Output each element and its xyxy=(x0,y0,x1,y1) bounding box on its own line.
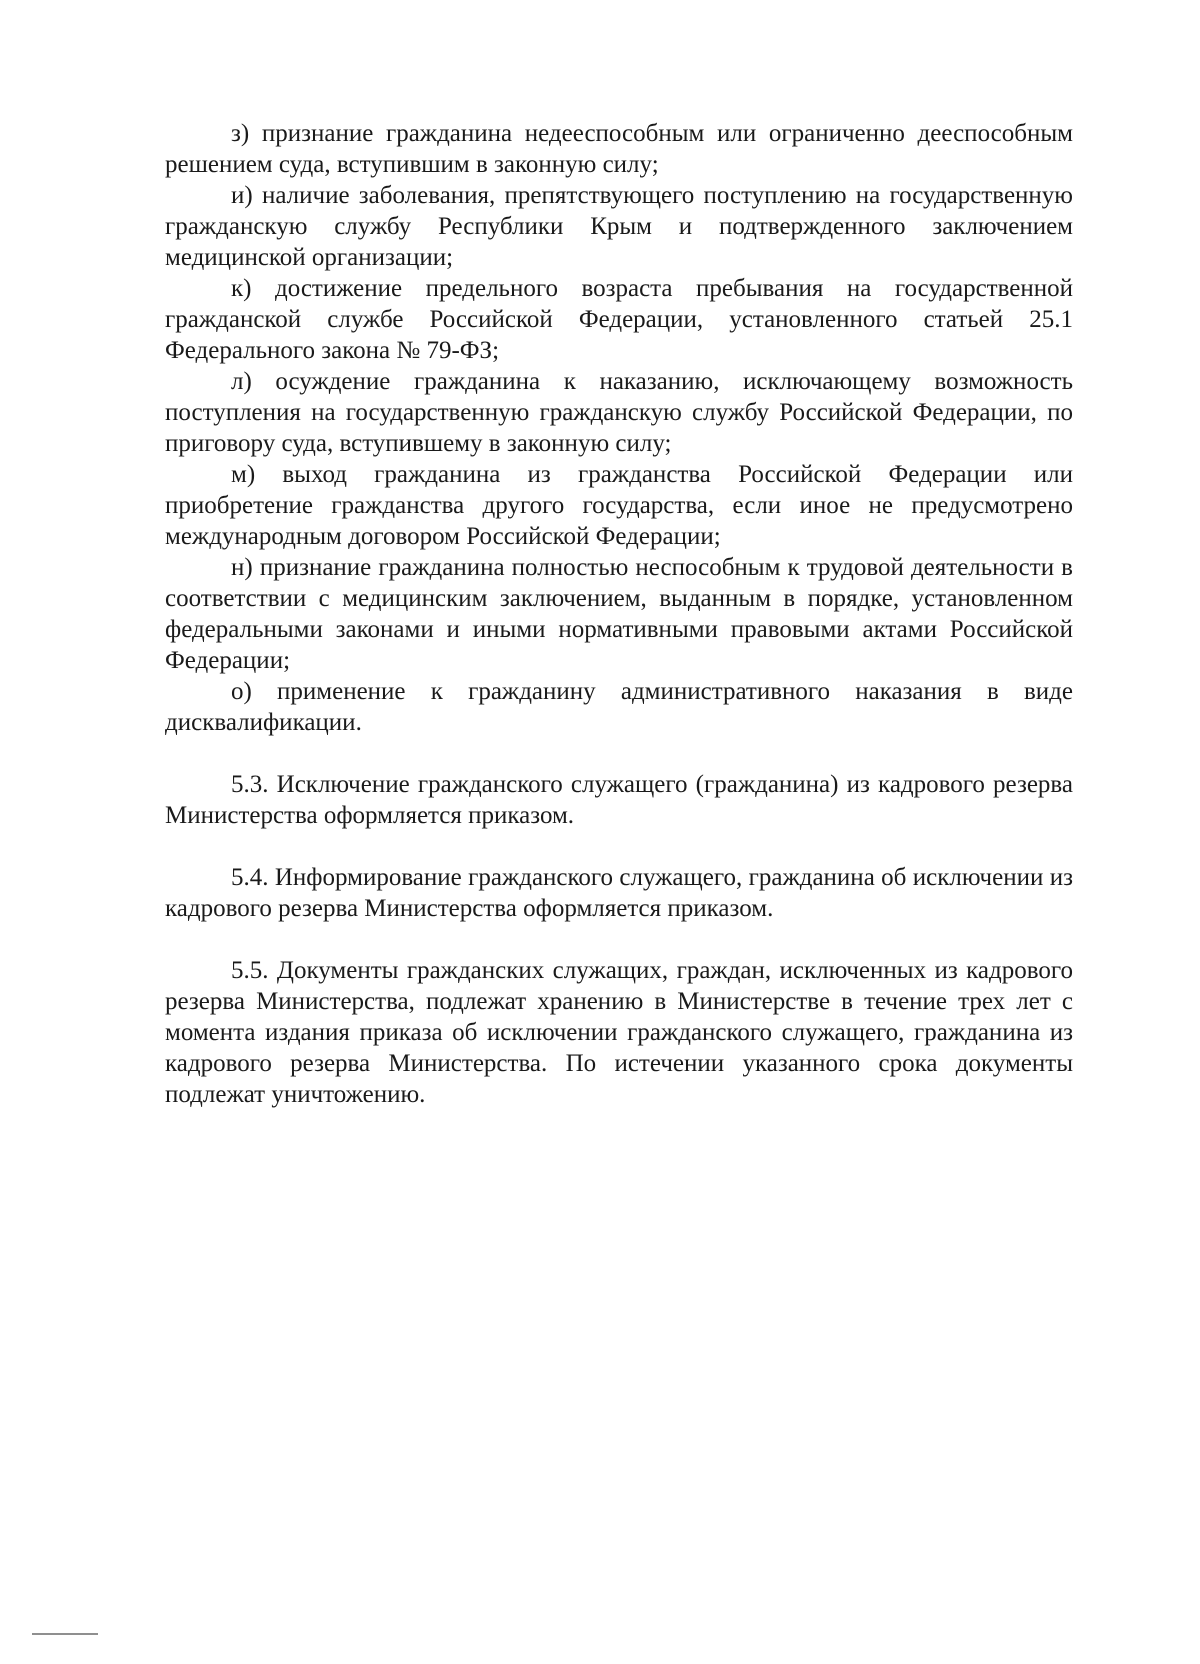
list-item-n: н) признание гражданина полностью неспособным к трудовой деятельности в соответствии с медицинским заключением, выданным в порядке, установленном федеральными законами и иными нормативными правовыми актами Российской Федерации; xyxy=(165,554,1073,674)
list-item-k: к) достижение предельного возраста пребывания на государственной гражданской службе Российской Федерации, установленного статьей 25.1 Федерального закона № 79-ФЗ; xyxy=(165,275,1073,364)
list-item-z: з) признание гражданина недееспособным или ограниченно дееспособным решением суда, вступившим в законную силу; xyxy=(165,120,1073,178)
section-5-5: 5.5. Документы гражданских служащих, граждан, исключенных из кадрового резерва Министерства, подлежат хранению в Министерстве в течение трех лет с момента издания приказа об исключении гражданского служащего, гражданина из кадрового резерва Министерства. По истечении указанного срока документы подлежат уничтожению. xyxy=(165,957,1073,1108)
section-5-4: 5.4. Информирование гражданского служащего, гражданина об исключении из кадрового резерва Министерства оформляется приказом. xyxy=(165,864,1073,922)
list-item-m: м) выход гражданина из гражданства Российской Федерации или приобретение гражданства другого государства, если иное не предусмотрено международным договором Российской Федерации; xyxy=(165,461,1073,550)
list-item-l: л) осуждение гражданина к наказанию, исключающему возможность поступления на государственную гражданскую службу Российской Федерации, по приговору суда, вступившему в законную силу; xyxy=(165,368,1073,457)
document-body xyxy=(165,118,1073,1110)
list-item-o: о) применение к гражданину административного наказания в виде дисквалификации. xyxy=(165,678,1073,736)
footer-scan-mark xyxy=(32,1633,98,1635)
section-5-3: 5.3. Исключение гражданского служащего (гражданина) из кадрового резерва Министерства оформляется приказом. xyxy=(165,771,1073,829)
list-item-i: и) наличие заболевания, препятствующего поступлению на государственную гражданскую службу Республики Крым и подтвержденного заключением медицинской организации; xyxy=(165,182,1073,271)
